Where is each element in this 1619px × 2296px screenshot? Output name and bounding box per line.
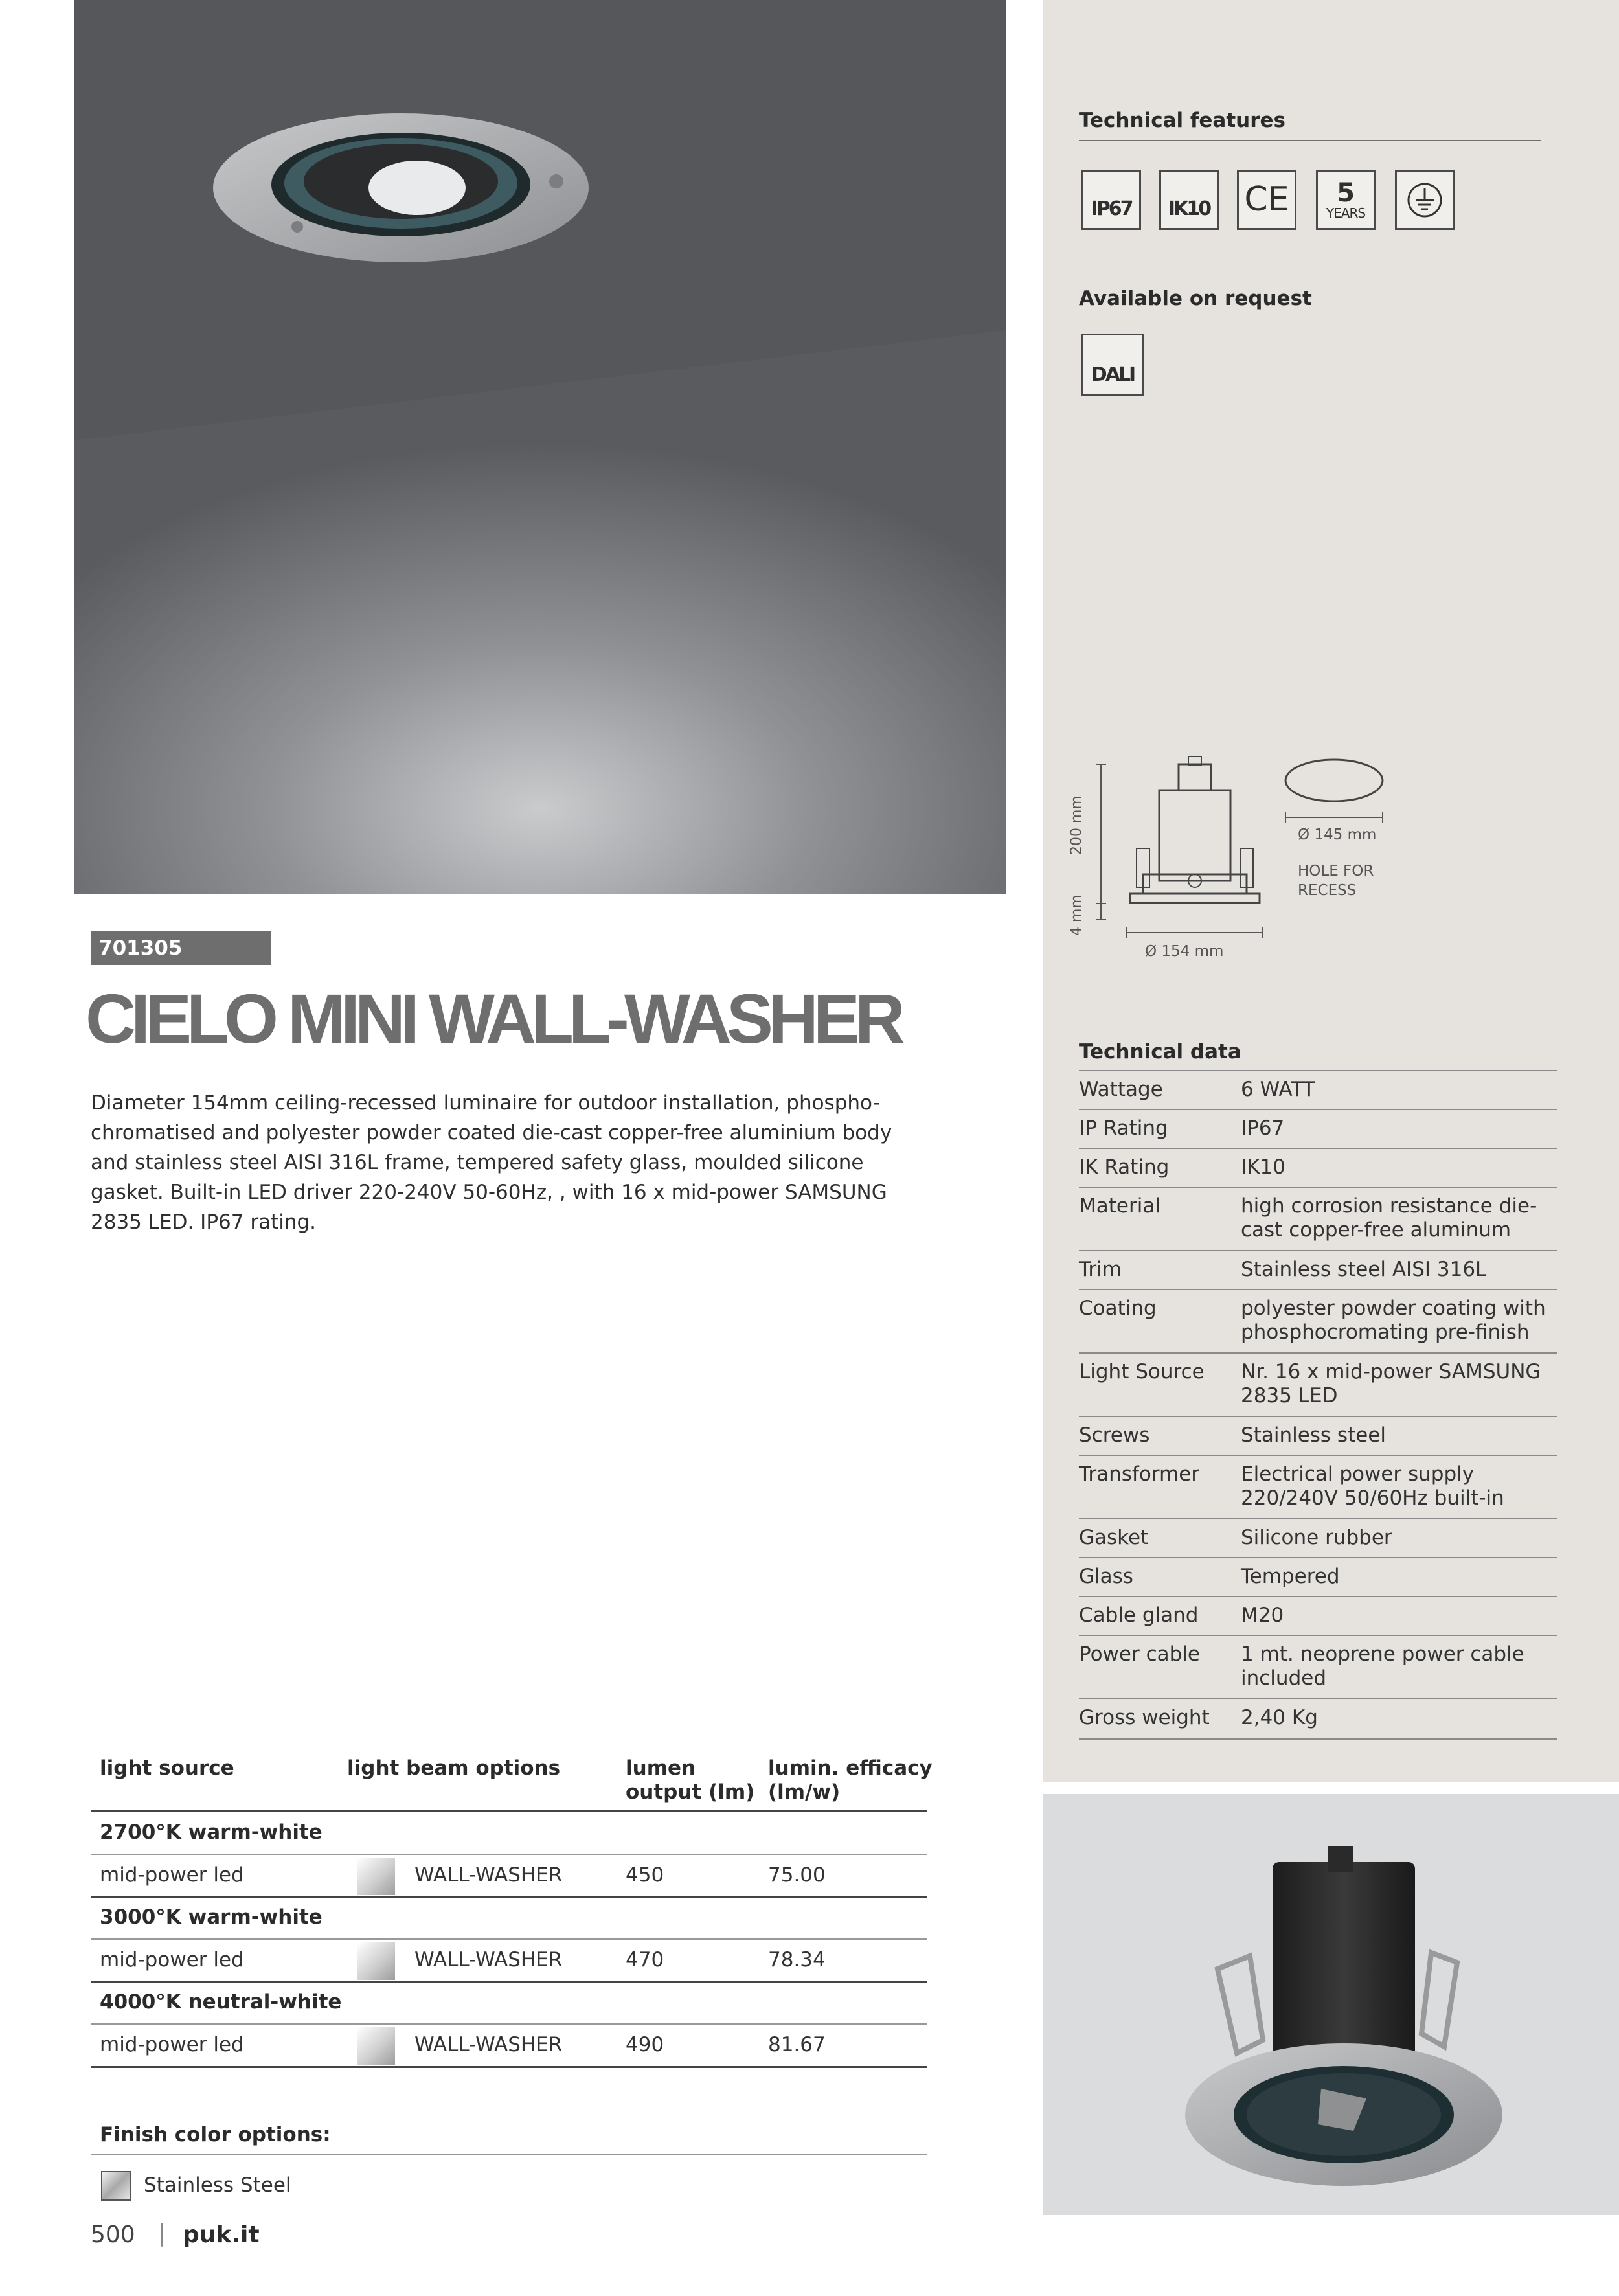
table-divider	[91, 1854, 927, 1855]
row-value: Stainless steel	[1241, 1424, 1386, 1447]
technical-data-row	[1079, 1070, 1557, 1110]
row-label: Gross weight	[1079, 1706, 1210, 1729]
row-label: Material	[1079, 1194, 1160, 1218]
page-number: 500	[91, 2222, 135, 2248]
technical-data-row	[1079, 1187, 1557, 1251]
row-label: Transformer	[1079, 1462, 1200, 1486]
row-label: Trim	[1079, 1258, 1122, 1281]
row-label: Glass	[1079, 1565, 1133, 1588]
table-rule	[91, 1896, 927, 1898]
hero-photo	[74, 0, 1006, 894]
row-label: Light Source	[1079, 1360, 1205, 1383]
technical-data-row	[1079, 1109, 1557, 1149]
header-lumen-unit: output (lm)	[626, 1780, 755, 1804]
hole-label-line2: RECESS	[1298, 882, 1357, 899]
technical-data-row	[1079, 1289, 1557, 1354]
row-label: Cable gland	[1079, 1604, 1199, 1627]
header-lumen: lumen	[626, 1756, 696, 1780]
technical-features-divider	[1079, 140, 1541, 141]
technical-data-row	[1079, 1148, 1557, 1188]
finish-options-title: Finish color options:	[100, 2123, 331, 2146]
wall-washer-beam-icon	[357, 1858, 395, 1895]
row-value: IK10	[1241, 1155, 1285, 1179]
wall-washer-beam-icon	[357, 2027, 395, 2065]
table-divider	[91, 2023, 927, 2025]
row-label: IP Rating	[1079, 1117, 1168, 1140]
technical-data-row	[1079, 1250, 1557, 1290]
row-value: IP67	[1241, 1117, 1285, 1140]
header-efficacy: lumin. efficacy	[768, 1756, 933, 1780]
technical-data-title: Technical data	[1079, 1040, 1241, 1063]
table-rule	[91, 1981, 927, 1983]
technical-data-row	[1079, 1352, 1557, 1417]
cell-beam: WALL-WASHER	[414, 2033, 563, 2056]
finish-divider	[91, 2154, 927, 2155]
cell-lumen: 450	[626, 1863, 664, 1887]
table-rule	[91, 2066, 927, 2068]
wall-washer-beam-icon	[357, 1942, 395, 1980]
hero-luminaire-illustration	[74, 0, 1006, 894]
technical-features-title: Technical features	[1079, 109, 1285, 132]
row-value: Silicone rubber	[1241, 1526, 1392, 1549]
header-light-source: light source	[100, 1756, 234, 1780]
row-value: 6 WATT	[1241, 1078, 1315, 1101]
color-temperature-group: 3000°K warm-white	[100, 1905, 323, 1929]
luminaire-technical-drawing	[1075, 751, 1412, 965]
table-rule	[91, 1810, 927, 1812]
row-value: high corrosion resistance die-cast copper-free aluminum	[1241, 1194, 1537, 1242]
stainless-steel-swatch	[101, 2171, 131, 2201]
row-label: IK Rating	[1079, 1155, 1170, 1179]
ik10-icon: IK10	[1159, 170, 1219, 230]
color-temperature-group: 2700°K warm-white	[100, 1821, 323, 1844]
hole-label-line1: HOLE FOR	[1298, 863, 1374, 880]
cell-efficacy: 75.00	[768, 1863, 826, 1887]
technical-data-row	[1079, 1455, 1557, 1519]
ip67-icon: IP67	[1081, 170, 1141, 230]
row-value: Stainless steel AISI 316L	[1241, 1258, 1487, 1281]
color-temperature-group: 4000°K neutral-white	[100, 1990, 342, 2014]
cell-beam: WALL-WASHER	[414, 1863, 563, 1887]
header-efficacy-unit: (lm/w)	[768, 1780, 841, 1804]
cell-source: mid-power led	[100, 2033, 244, 2056]
recessed-luminaire-illustration	[1043, 1794, 1619, 2215]
technical-data-row	[1079, 1557, 1557, 1597]
dali-icon: DALI	[1081, 334, 1144, 396]
dimension-height: 200 mm	[1069, 795, 1085, 855]
row-value: Electrical power supply 220/240V 50/60Hz built-in	[1241, 1462, 1504, 1510]
dimension-drawing	[1069, 751, 1412, 965]
available-on-request-title: Available on request	[1079, 287, 1312, 310]
row-label: Gasket	[1079, 1526, 1149, 1549]
cell-lumen: 470	[626, 1948, 664, 1972]
row-label: Screws	[1079, 1424, 1150, 1447]
footer-separator: |	[158, 2220, 166, 2247]
row-value: M20	[1241, 1604, 1284, 1627]
row-value: Tempered	[1241, 1565, 1340, 1588]
cell-efficacy: 78.34	[768, 1948, 826, 1972]
website-link[interactable]: puk.it	[183, 2222, 260, 2248]
cell-efficacy: 81.67	[768, 2033, 826, 2056]
cell-beam: WALL-WASHER	[414, 1948, 563, 1972]
technical-data-row	[1079, 1635, 1557, 1699]
dimension-recess: 4 mm	[1069, 894, 1085, 936]
finish-option-label: Stainless Steel	[144, 2174, 291, 2197]
product-photo	[1043, 1794, 1619, 2215]
row-label: Coating	[1079, 1297, 1157, 1320]
row-label: Power cable	[1079, 1642, 1200, 1666]
table-divider	[91, 1938, 927, 1940]
technical-data-row	[1079, 1518, 1557, 1558]
row-label: Wattage	[1079, 1078, 1163, 1101]
technical-data-row	[1079, 1596, 1557, 1636]
product-code: 701305	[91, 931, 271, 965]
row-value: Nr. 16 x mid-power SAMSUNG 2835 LED	[1241, 1360, 1541, 1407]
cell-source: mid-power led	[100, 1948, 244, 1972]
product-description: Diameter 154mm ceiling-recessed luminaire for outdoor installation, phospho-chromatised and polyester powder coated die-cast copper-free aluminium body and stainless steel AISI 316L frame, tempered safety glass, moulded silicone gasket. Built-in LED driver 220-240V 50-60Hz, , with 16 x mid-power SAMSUNG 2835 LED. IP67 rating.	[91, 1091, 892, 1234]
cell-lumen: 490	[626, 2033, 664, 2056]
row-value: 1 mt. neoprene power cable included	[1241, 1642, 1524, 1690]
technical-data-row	[1079, 1698, 1557, 1740]
ce-mark-icon: CE	[1237, 170, 1296, 230]
dimension-hole-diameter: Ø 145 mm	[1298, 826, 1377, 843]
cell-source: mid-power led	[100, 1863, 244, 1887]
five-years-warranty-icon: 5 YEARS	[1316, 170, 1376, 230]
row-value: polyester powder coating with phosphocromating pre-finish	[1241, 1297, 1546, 1344]
header-beam-options: light beam options	[347, 1756, 561, 1780]
earth-ground-icon	[1395, 170, 1455, 230]
technical-data-row	[1079, 1416, 1557, 1456]
row-value: 2,40 Kg	[1241, 1706, 1318, 1729]
product-title: CIELO MINI WALL-WASHER	[85, 979, 900, 1058]
dimension-diameter: Ø 154 mm	[1145, 943, 1224, 960]
